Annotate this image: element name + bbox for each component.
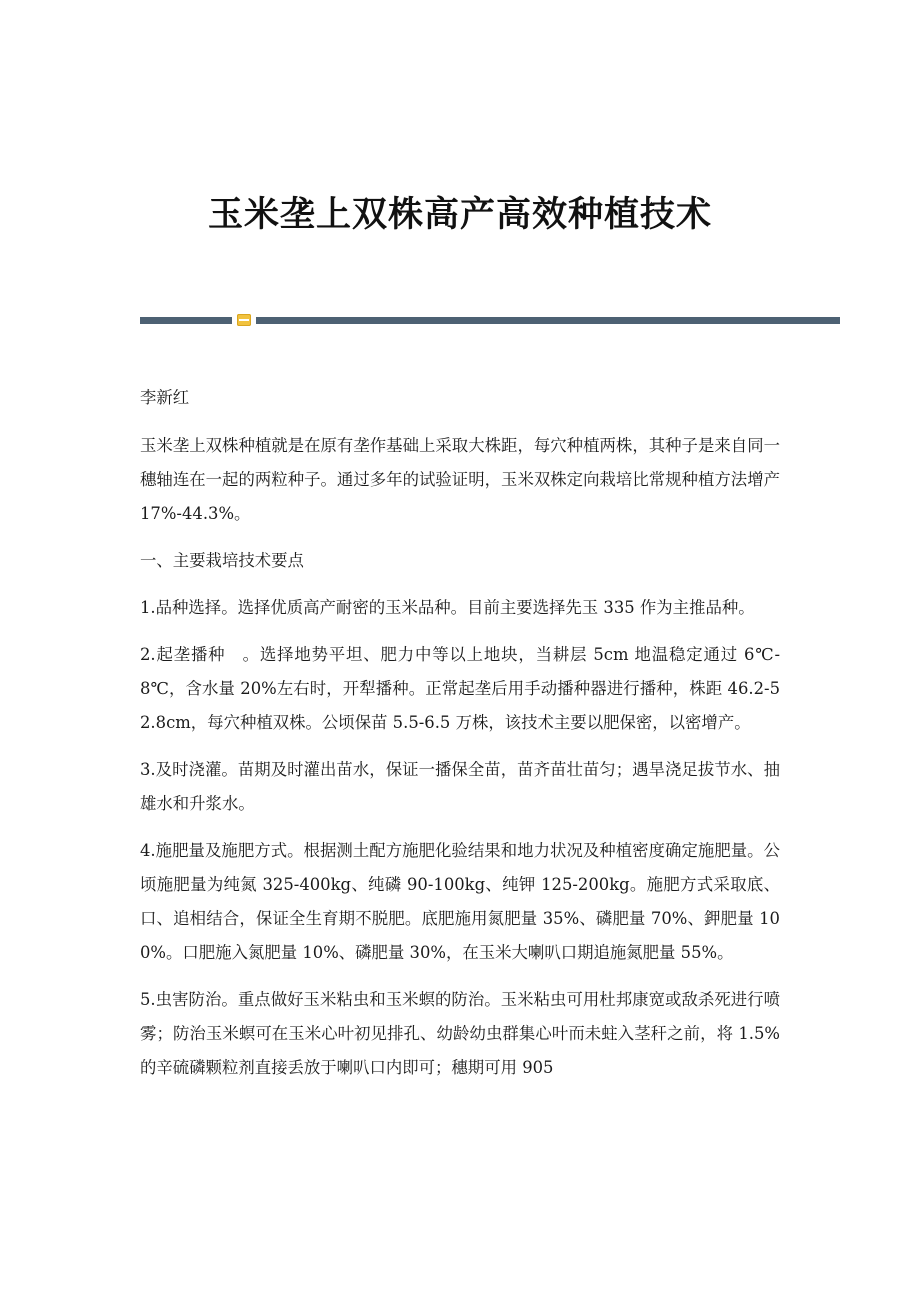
- paragraph-irrigation: 3.及时浇灌。苗期及时灌出苗水，保证一播保全苗，苗齐苗壮苗匀；遇旱浇足拔节水、抽雄水和升浆水。: [140, 760, 780, 813]
- divider-bar-right: [256, 317, 840, 324]
- divider-bar-left: [140, 317, 232, 324]
- section-heading: 一、主要栽培技术要点: [140, 551, 304, 570]
- document-body: [140, 381, 780, 1098]
- paragraph-pest-control: 5.虫害防治。重点做好玉米粘虫和玉米螟的防治。玉米粘虫可用杜邦康宽或敌杀死进行喷雾；防治玉米螟可在玉米心叶初见排孔、幼龄幼虫群集心叶而未蛀入茎秆之前，将 1.5%的辛硫磷颗粒剂直接丢放于喇叭口内即可；穗期可用 905: [140, 990, 780, 1077]
- document-title: 玉米垄上双株高产高效种植技术: [207, 194, 712, 235]
- paragraph-fertilization: 4.施肥量及施肥方式。根据测土配方施肥化验结果和地力状况及种植密度确定施肥量。公顷施肥量为纯氮 325-400kg、纯磷 90-100kg、纯钾 125-200kg。施肥方式采取底、口、追相结合，保证全生育期不脱肥。底肥施用氮肥量 35%、磷肥量 70%、鉀肥量 100%。口肥施入氮肥量 10%、磷肥量 30%，在玉米大喇叭口期追施氮肥量 55%。: [140, 841, 780, 962]
- paragraph-variety-selection: 1.品种选择。选择优质高产耐密的玉米品种。目前主要选择先玉 335 作为主推品种。: [140, 598, 755, 617]
- author-name: 李新红: [140, 388, 190, 407]
- title-divider: [140, 314, 840, 326]
- paragraph-ridging-sowing: 2.起垄播种 。选择地势平坦、肥力中等以上地块，当耕层 5cm 地温稳定通过 6℃-8℃，含水量 20%左右时，开犁播种。正常起垄后用手动播种器进行播种，株距 46.2-52.8cm，每穴种植双株。公顷保苗 5.5-6.5 万株，该技术主要以肥保密，以密增产。: [140, 645, 780, 732]
- divider-ornament-icon: [237, 314, 251, 326]
- intro-paragraph: 玉米垄上双株种植就是在原有垄作基础上采取大株距，每穴种植两株，其种子是来自同一穗轴连在一起的两粒种子。通过多年的试验证明，玉米双株定向栽培比常规种植方法增产 17%-44.3%。: [140, 436, 780, 523]
